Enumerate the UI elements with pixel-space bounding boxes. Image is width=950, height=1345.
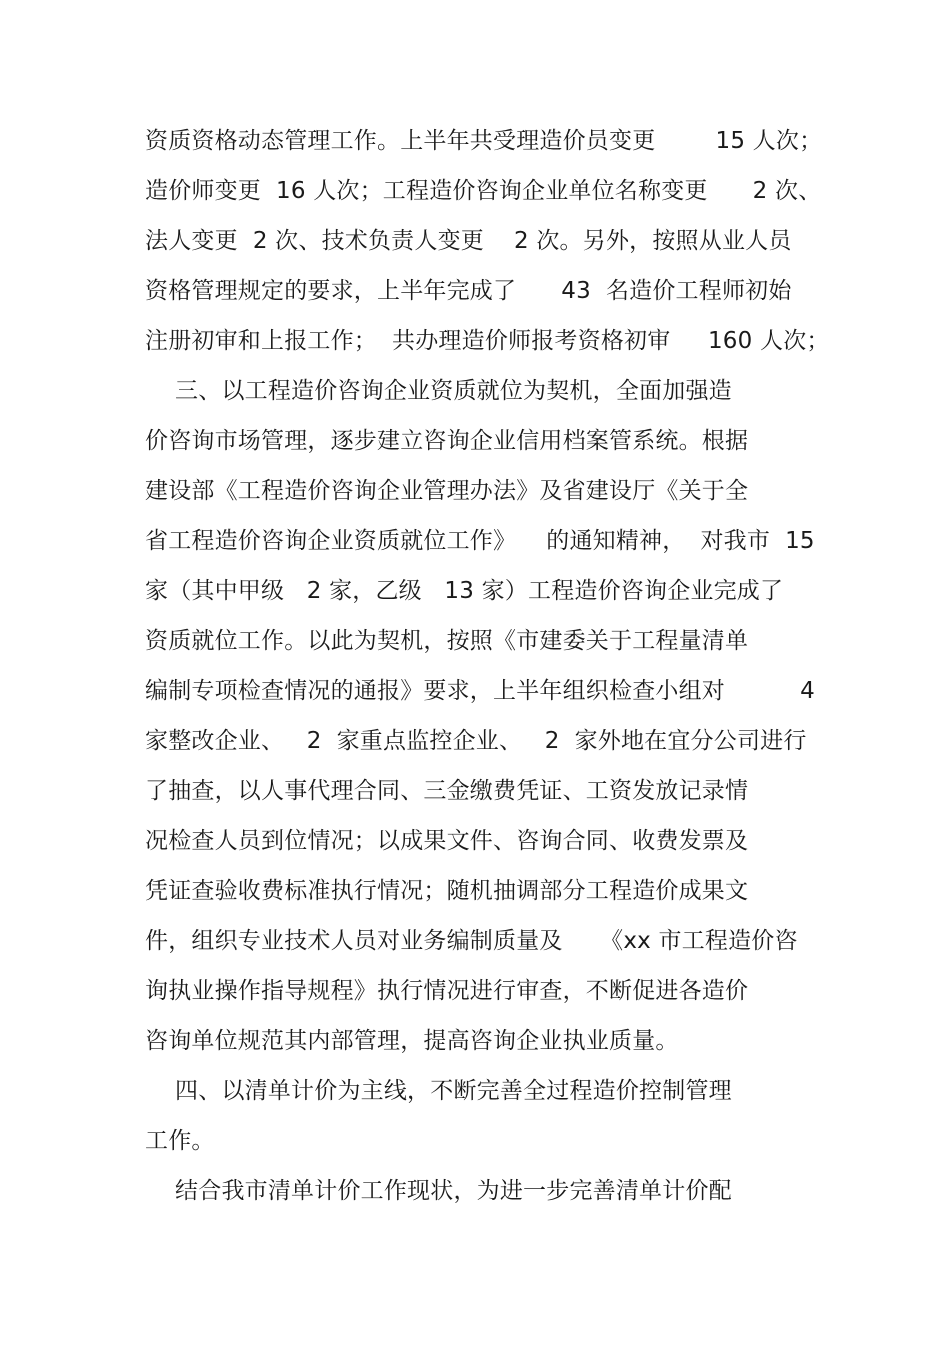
text-line: 家整改企业、 2 家重点监控企业、 2 家外地在宜分公司进行 [145,728,807,754]
text-line: 资质资格动态管理工作。上半年共受理造价员变更 15 人次； [145,128,823,154]
text-line: 了抽查，以人事代理合同、三金缴费凭证、工资发放记录情 [145,778,749,804]
paragraph-start: 结合我市清单计价工作现状，为进一步完善清单计价配 [145,1178,732,1204]
text-line: 家（其中甲级 2 家，乙级 13 家）工程造价咨询企业完成了 [145,578,784,604]
text-line: 造价师变更 16 人次；工程造价咨询企业单位名称变更 2 次、 [145,178,822,204]
text-line: 注册初审和上报工作； 共办理造价师报考资格初审 160 人次； [145,328,830,354]
text-line: 凭证查验收费标准执行情况；随机抽调部分工程造价成果文 [145,878,749,904]
text-line: 编制专项检查情况的通报》要求，上半年组织检查小组对 4 [145,678,815,704]
text-line: 询执业操作指导规程》执行情况进行审查，不断促进各造价 [145,978,749,1004]
text-line: 资格管理规定的要求，上半年完成了 43 名造价工程师初始 [145,278,792,304]
section-heading-three: 三、以工程造价咨询企业资质就位为契机，全面加强造 [145,378,732,404]
text-line: 价咨询市场管理，逐步建立咨询企业信用档案管系统。根据 [145,428,749,454]
text-line: 工作。 [145,1128,215,1154]
text-line: 省工程造价咨询企业资质就位工作》 的通知精神， 对我市 15 [145,528,815,554]
text-line: 况检查人员到位情况；以成果文件、咨询合同、收费发票及 [145,828,749,854]
text-line: 法人变更 2 次、技术负责人变更 2 次。另外，按照从业人员 [145,228,792,254]
section-heading-four: 四、以清单计价为主线，不断完善全过程造价控制管理 [145,1078,732,1104]
text-line: 建设部《工程造价咨询企业管理办法》及省建设厅《关于全 [145,478,749,504]
text-line: 咨询单位规范其内部管理，提高咨询企业执业质量。 [145,1028,679,1054]
text-line: 资质就位工作。以此为契机，按照《市建委关于工程量清单 [145,628,749,654]
text-line: 件，组织专业技术人员对业务编制质量及 《xx 市工程造价咨 [145,928,798,954]
